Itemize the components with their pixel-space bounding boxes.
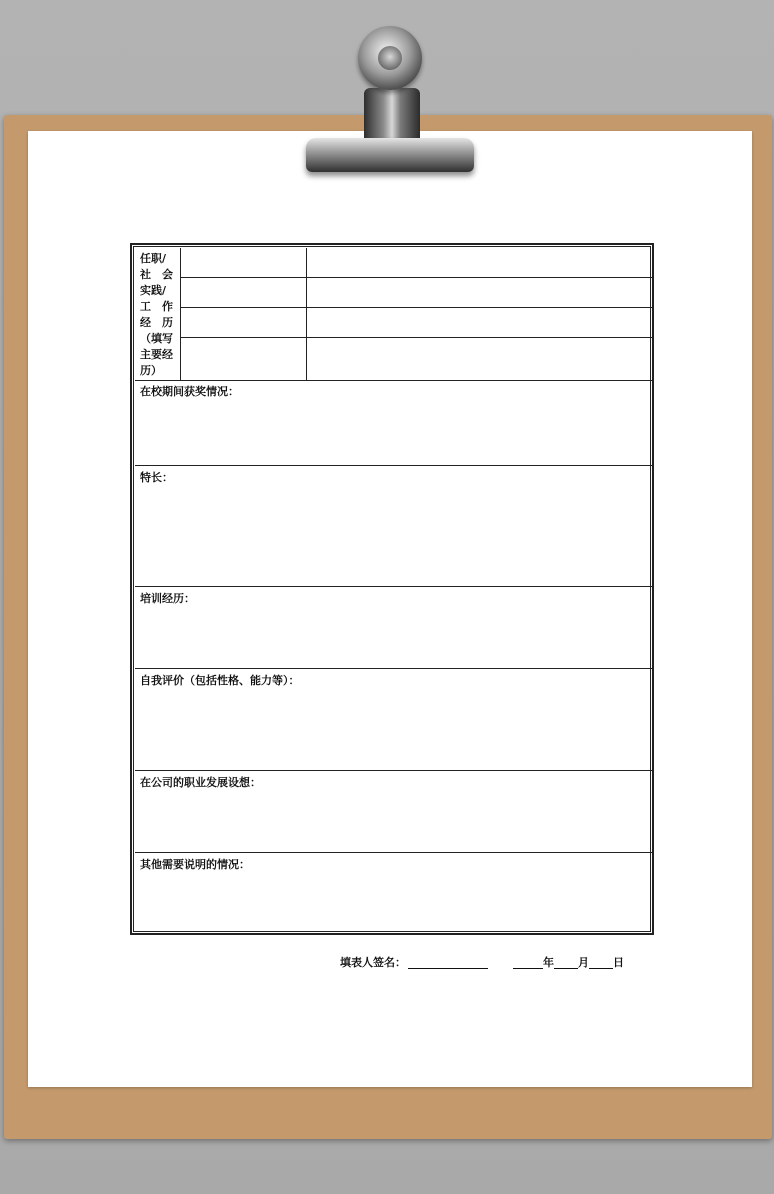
experience-row [181, 308, 653, 338]
experience-detail-cell[interactable] [307, 308, 653, 337]
day-field[interactable] [589, 956, 613, 969]
day-label: 日 [613, 956, 624, 969]
career-plan-section[interactable] [135, 771, 653, 853]
signature-field[interactable] [408, 956, 488, 969]
year-field[interactable] [513, 956, 543, 969]
self-evaluation-label: 自我评价（包括性格、能力等）： [140, 674, 300, 687]
experience-row [181, 278, 653, 308]
self-evaluation-section[interactable] [135, 669, 653, 771]
signature-line [340, 954, 624, 970]
career-plan-label: 在公司的职业发展设想： [140, 776, 261, 789]
month-label: 月 [578, 956, 589, 969]
experience-detail-cell[interactable] [307, 248, 653, 277]
experience-row [181, 248, 653, 278]
experience-block [135, 248, 653, 381]
experience-period-cell[interactable] [181, 278, 307, 307]
experience-label: 任职/ 社 会 实践/ 工 作 经 历 （填写 主要经 历） [135, 248, 181, 380]
specialty-section[interactable] [135, 466, 653, 587]
experience-detail-cell[interactable] [307, 278, 653, 307]
month-field[interactable] [554, 956, 578, 969]
training-section[interactable] [135, 587, 653, 669]
specialty-label: 特长： [140, 471, 173, 484]
experience-row [181, 338, 653, 380]
experience-period-cell[interactable] [181, 338, 307, 380]
signer-label: 填表人签名： [340, 956, 406, 969]
experience-detail-cell[interactable] [307, 338, 653, 380]
other-notes-label: 其他需要说明的情况： [140, 858, 250, 871]
awards-section[interactable] [135, 380, 653, 466]
year-label: 年 [543, 956, 554, 969]
awards-label: 在校期间获奖情况： [140, 385, 239, 398]
application-form-table [130, 243, 654, 935]
clip-ring-hole [378, 46, 402, 70]
other-notes-section[interactable] [135, 853, 653, 931]
training-label: 培训经历： [140, 592, 195, 605]
binder-clip [306, 138, 474, 172]
clip-neck [364, 88, 420, 142]
experience-period-cell[interactable] [181, 308, 307, 337]
experience-period-cell[interactable] [181, 248, 307, 277]
